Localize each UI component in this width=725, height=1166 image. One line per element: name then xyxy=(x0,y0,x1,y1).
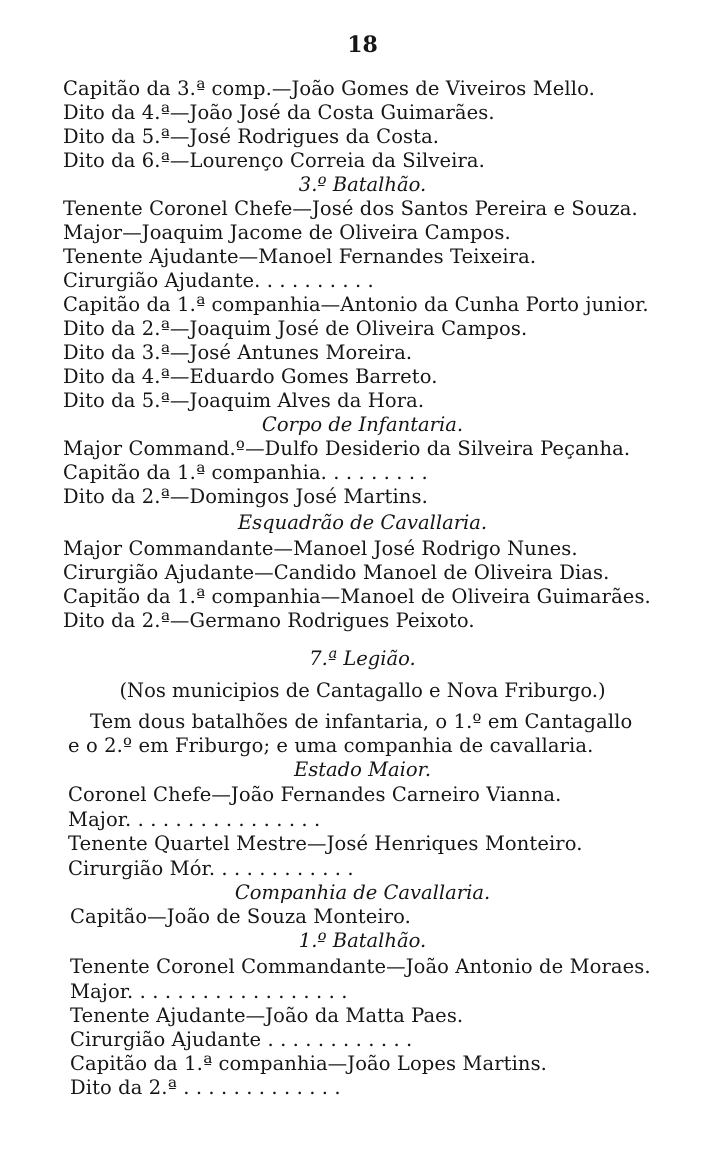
text-line: Major. . . . . . . . . . . . . . . . xyxy=(68,808,321,831)
section-heading: Esquadrão de Cavallaria. xyxy=(237,511,488,534)
section-heading: Estado Maior. xyxy=(293,758,432,781)
text-line: Dito da 4.ª—Eduardo Gomes Barreto. xyxy=(63,365,438,388)
text-line: Capitão da 1.ª companhia—Antonio da Cunha Porto junior. xyxy=(63,293,649,316)
text-line: Capitão da 1.ª companhia—Manoel de Oliveira Guimarães. xyxy=(63,585,651,608)
text-line: Cirurgião Mór. . . . . . . . . . . . xyxy=(68,857,354,880)
text-line: Major Commandante—Manoel José Rodrigo Nunes. xyxy=(63,537,578,560)
text-line: Capitão da 1.ª companhia. . . . . . . . . xyxy=(63,461,428,484)
text-line: Dito da 2.ª—Domingos José Martins. xyxy=(63,485,428,508)
text-line: Tenente Quartel Mestre—José Henriques Monteiro. xyxy=(68,832,583,855)
legion-heading: 7.ª Legião. xyxy=(309,647,416,670)
section-heading: Companhia de Cavallaria. xyxy=(234,881,491,904)
text-line: Dito da 5.ª—Joaquim Alves da Hora. xyxy=(63,389,425,412)
text-line: Major—Joaquim Jacome de Oliveira Campos. xyxy=(63,221,511,244)
text-line: Cirurgião Ajudante . . . . . . . . . . . . xyxy=(70,1028,413,1051)
text-line: Tenente Coronel Commandante—João Antonio de Moraes. xyxy=(70,955,651,978)
text-line: Cirurgião Ajudante—Candido Manoel de Oliveira Dias. xyxy=(63,561,610,584)
text-line: Capitão da 3.ª comp.—João Gomes de Viveiros Mello. xyxy=(63,77,595,100)
text-line: Capitão da 1.ª companhia—João Lopes Martins. xyxy=(70,1052,547,1075)
text-line: e o 2.º em Friburgo; e uma companhia de cavallaria. xyxy=(68,734,594,757)
text-line: Major. . . . . . . . . . . . . . . . . . xyxy=(70,980,348,1003)
text-line: Dito da 2.ª . . . . . . . . . . . . . xyxy=(70,1076,341,1099)
text-line: Dito da 3.ª—José Antunes Moreira. xyxy=(63,341,413,364)
text-line: Capitão—João de Souza Monteiro. xyxy=(70,905,411,928)
section-heading: 1.º Batalhão. xyxy=(298,929,427,952)
text-line: Dito da 2.ª—Germano Rodrigues Peixoto. xyxy=(63,609,475,632)
section-heading: 3.º Batalhão. xyxy=(298,173,427,196)
page-number: 18 xyxy=(347,32,378,58)
section-heading: Corpo de Infantaria. xyxy=(261,413,464,436)
text-line: Dito da 6.ª—Lourenço Correia da Silveira. xyxy=(63,149,485,172)
text-line: Dito da 2.ª—Joaquim José de Oliveira Campos. xyxy=(63,317,528,340)
legion-subtitle: (Nos municipios de Cantagallo e Nova Friburgo.) xyxy=(119,679,606,702)
text-line: Tenente Ajudante—Manoel Fernandes Teixeira. xyxy=(63,245,537,268)
text-line: Coronel Chefe—João Fernandes Carneiro Vianna. xyxy=(68,783,562,806)
text-line: Cirurgião Ajudante. . . . . . . . . . xyxy=(63,269,374,292)
text-line: Dito da 5.ª—José Rodrigues da Costa. xyxy=(63,125,440,148)
text-line: Dito da 4.ª—João José da Costa Guimarães. xyxy=(63,101,495,124)
text-line: Major Command.º—Dulfo Desiderio da Silveira Peçanha. xyxy=(63,437,631,460)
text-line: Tenente Ajudante—João da Matta Paes. xyxy=(70,1004,464,1027)
text-line: Tem dous batalhões de infantaria, o 1.º em Cantagallo xyxy=(90,710,633,733)
text-line: Tenente Coronel Chefe—José dos Santos Pereira e Souza. xyxy=(63,197,638,220)
